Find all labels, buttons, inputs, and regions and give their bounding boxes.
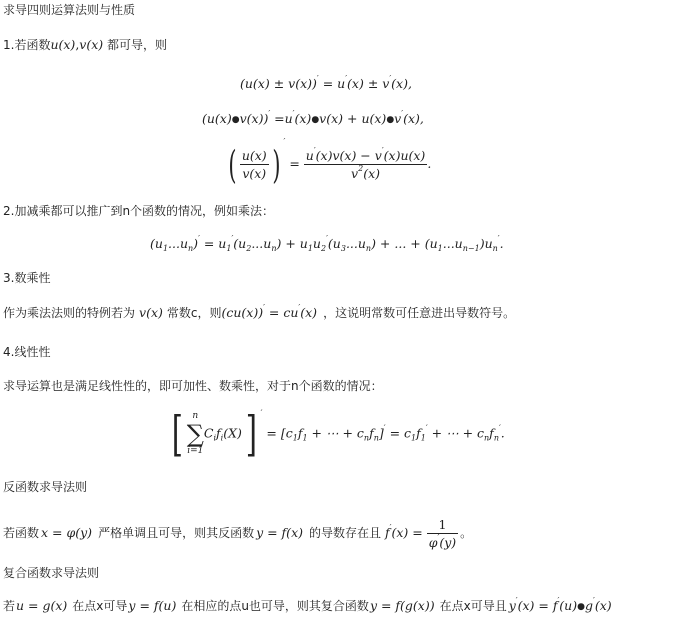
formula-inverse-derivative: f′(x) = $\frac{1}{\varphi'(y)}$: [385, 517, 457, 550]
formula-y-fu: y = f(u): [128, 598, 177, 613]
s3-text-c: ，这说明常数可任意进出导数符号。: [323, 306, 516, 320]
formula-x-phi: x = φ(y): [41, 525, 93, 540]
s3-text-a: 作为乘法法则的特例若为: [3, 306, 136, 320]
s5-text-b: 严格单调且可导，则其反函数: [98, 526, 255, 540]
v-of-x: v(x): [79, 37, 104, 52]
s6-text-a: 若: [3, 599, 16, 613]
section-1-line: [3, 38, 167, 52]
section-4-text: 求导运算也是满足线性性的，即可加性、数乘性，对于n个函数的情况：: [3, 379, 383, 393]
formula-product-rule: (u(x)●v(x))′ =u′(x)●v(x) + u(x)●v′(x),: [202, 109, 424, 126]
chain-rule-heading: 复合函数求导法则: [3, 566, 100, 580]
formula-n-product: $(u_1...u_n)' = u_1'(u_2...u_n) + u_1u_2'(u_3...u_n)$ + ... + $(u_1...u_{n-1})u_n'$.: [150, 234, 504, 253]
section-3-heading: 3.数乘性: [3, 271, 51, 285]
s5-text-a: 若函数: [3, 526, 40, 540]
formula-sum-rule: (u(x) ± v(x))′ = u′(x) ± v′(x),: [240, 74, 412, 91]
formula-linearity: [ n ∑ i=1 $C_if_i(X)$] $' = [c_1f_1$ + ⋯ + $c_nf_n]' = c_1f_1'$ + ⋯ + $c_nf_n'$.: [171, 406, 505, 462]
formula-composite: y = f(g(x)): [369, 598, 435, 613]
s5-text-d: 。: [460, 526, 473, 540]
section-2-heading: 2.加减乘都可以推广到n个函数的情况，例如乘法：: [3, 204, 275, 218]
section-4-heading: 4.线性性: [3, 345, 51, 359]
s5-text-c: 的导数存在且: [309, 526, 382, 540]
chain-rule-text: [3, 596, 612, 615]
s6-text-c: 在相应的点u也可导，则其复合函数: [181, 599, 369, 613]
s1-mid: ,: [75, 37, 80, 52]
inverse-function-heading: 反函数求导法则: [3, 480, 88, 494]
s6-text-b: 在点x可导: [72, 599, 128, 613]
u-of-x: u(x): [50, 37, 76, 52]
inverse-function-text: [3, 516, 472, 551]
formula-u-g: u = g(x): [16, 598, 68, 613]
formula-chain: y′(x) = f′(u)●g′(x): [508, 596, 612, 613]
page-title: 求导四则运算法则与性质: [3, 3, 136, 17]
formula-quotient-rule: ( $\frac{u(x)}{v(x)}$ )′ = $\frac{u'(x)v(x) - v'(x)u(x)}{v^2(x)}$ .: [228, 137, 432, 187]
s1-prefix: 1.若函数: [3, 38, 51, 52]
s6-text-d: 在点x可导且: [439, 599, 507, 613]
s1-suffix: 都可导，则: [103, 38, 167, 52]
formula-scalar: (cu(x))′ = cu′(x): [221, 303, 318, 320]
s3-text-b: 常数c，则: [166, 306, 222, 320]
v-of-x-2: v(x): [139, 305, 163, 320]
formula-y-f: y = f(x): [256, 525, 303, 540]
section-3-text: [3, 303, 516, 320]
